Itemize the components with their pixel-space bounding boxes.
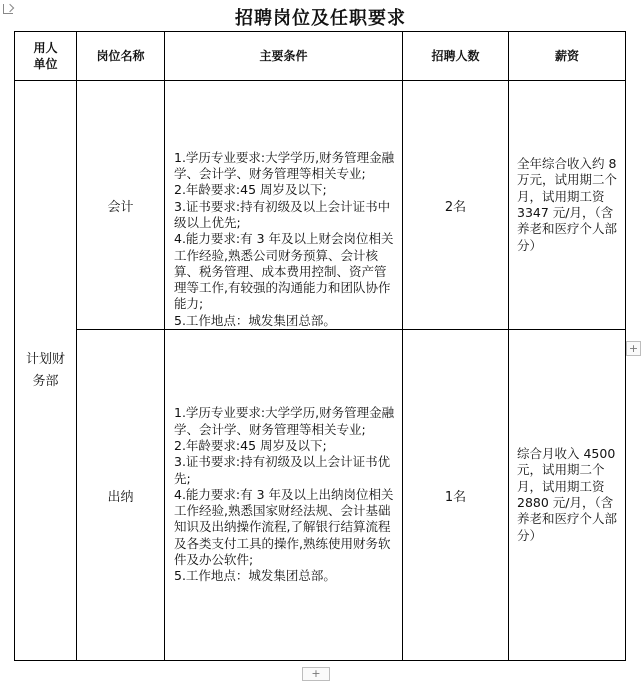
header-salary: 薪资 xyxy=(509,32,626,81)
condition-line: 3.证书要求:持有初级及以上会计证书中级以上优先; xyxy=(174,198,391,230)
header-headcount: 招聘人数 xyxy=(403,32,509,81)
salary-cell: 全年综合收入约 8 万元，试用期二个月，试用期工资 3347 元/月，（含养老和医疗个人部分） xyxy=(509,81,626,330)
header-position: 岗位名称 xyxy=(77,32,165,81)
position-cell: 会计 xyxy=(77,81,165,330)
page-title: 招聘岗位及任职要求 xyxy=(235,8,406,29)
condition-line: 5.工作地点：城发集团总部。 xyxy=(174,312,336,328)
department-cell: 计划财务部 xyxy=(15,81,77,661)
header-unit: 用人单位 xyxy=(15,32,77,81)
salary-cell: 综合月收入 4500 元，试用期二个月，试用期工资 2880 元/月，（含养老和医疗个人部分） xyxy=(509,330,626,661)
add-column-plus-icon[interactable]: + xyxy=(626,341,641,356)
condition-line: 1.学历专业要求:大学学历,财务管理金融学、会计学、财务管理等相关专业; xyxy=(174,405,395,437)
position-cell: 出纳 xyxy=(77,330,165,661)
table-row xyxy=(15,81,626,330)
conditions-cell xyxy=(165,81,403,330)
condition-line: 1.学历专业要求:大学学历,财务管理金融学、会计学、财务管理等相关专业; xyxy=(174,149,395,182)
table-header-row xyxy=(15,32,626,81)
headcount-cell: 1名 xyxy=(403,330,509,661)
add-row-plus-icon[interactable]: + xyxy=(302,667,330,681)
conditions-cell xyxy=(165,330,403,661)
condition-line: 2.年龄要求:45 周岁及以下; xyxy=(174,437,327,453)
table-row xyxy=(15,330,626,661)
condition-line: 3.证书要求:持有初级及以上会计证书优先; xyxy=(174,454,391,486)
recruitment-table xyxy=(14,31,626,661)
headcount-cell: 2名 xyxy=(403,81,509,330)
condition-line: 5.工作地点：城发集团总部。 xyxy=(174,568,336,584)
condition-line: 2.年龄要求:45 周岁及以下; xyxy=(174,182,327,198)
condition-line: 4.能力要求:有 3 年及以上财会岗位相关工作经验,熟悉公司财务预算、会计核算、税务管理、成本费用控制、资产管理等工作,有较强的沟通能力和团队协作能力; xyxy=(174,231,394,312)
condition-line: 4.能力要求:有 3 年及以上出纳岗位相关工作经验,熟悉国家财经法规、会计基础知识及出纳操作流程,了解银行结算流程及各类支付工具的操作,熟练使用财务软件及办公软件; xyxy=(174,486,394,568)
header-conditions: 主要条件 xyxy=(165,32,403,81)
